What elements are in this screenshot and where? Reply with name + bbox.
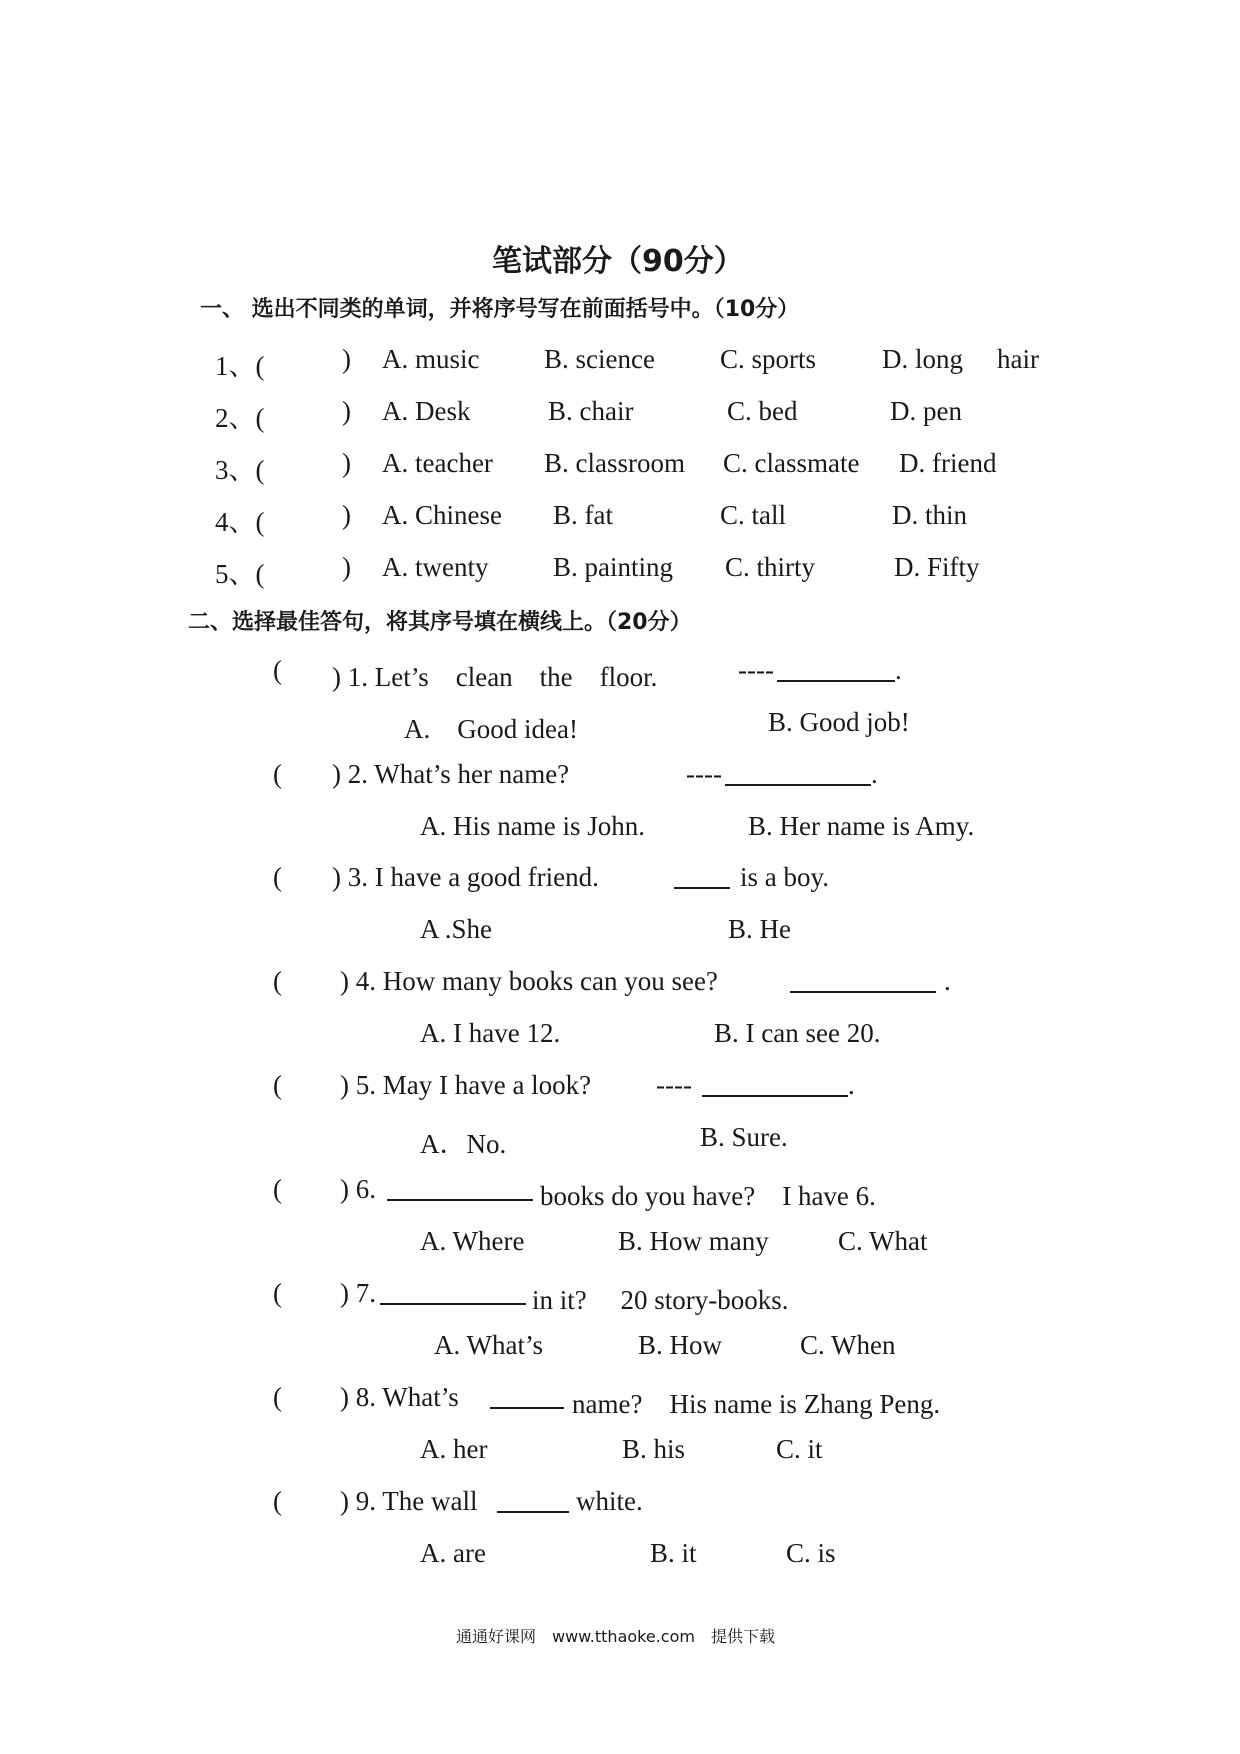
- option-b: B. Sure.: [700, 1122, 788, 1152]
- question-suffix: is a boy.: [740, 862, 829, 892]
- answer-bracket-open: (: [273, 1174, 282, 1204]
- item-bracket-close: ): [342, 500, 351, 530]
- item-number: 2、(: [215, 403, 265, 433]
- option-d: D. thin: [892, 500, 968, 530]
- option-a: A. twenty: [382, 552, 489, 582]
- option-a: A. What’s: [434, 1330, 543, 1360]
- answer-blank[interactable]: [490, 1383, 564, 1409]
- option-c: C. What: [838, 1226, 928, 1256]
- option-c: C. thirty: [725, 552, 816, 582]
- question-suffix: in it? 20 story-books.: [532, 1285, 789, 1315]
- option-c: C. tall: [720, 500, 786, 530]
- item-bracket-close: ): [342, 344, 351, 374]
- option-a: A. Good idea!: [404, 714, 578, 744]
- option-b: B. his: [622, 1434, 686, 1464]
- option-d-continued: hair: [997, 344, 1039, 374]
- option-d: D. pen: [890, 396, 962, 426]
- item-number: 3、(: [215, 455, 265, 485]
- option-c: C. bed: [727, 396, 798, 426]
- question-suffix: name? His name is Zhang Peng.: [572, 1389, 941, 1419]
- question-text: ) 4. How many books can you see?: [340, 966, 718, 996]
- answer-dashes: ----: [686, 759, 722, 789]
- option-a: A. Chinese: [382, 500, 502, 530]
- item-number: 4、(: [215, 507, 265, 537]
- footer-text: 通通好课网 www.tthaoke.com 提供下载: [456, 1627, 775, 1646]
- option-b: B. painting: [553, 552, 673, 582]
- option-d: D. long: [882, 344, 963, 374]
- option-a: A．No.: [420, 1129, 507, 1159]
- option-a: A .She: [420, 914, 493, 944]
- question-text: ) 8. What’s: [340, 1382, 459, 1412]
- question-suffix: white.: [576, 1486, 643, 1516]
- answer-bracket-open: (: [273, 655, 282, 685]
- option-a: A. teacher: [382, 448, 493, 478]
- option-a: A. Where: [420, 1226, 525, 1256]
- option-b: B. science: [544, 344, 655, 374]
- answer-bracket-open: (: [273, 1486, 282, 1516]
- option-a: A. her: [420, 1434, 488, 1464]
- answer-dashes: ----: [738, 655, 774, 685]
- answer-blank[interactable]: [380, 1279, 526, 1305]
- option-c: C. it: [776, 1434, 823, 1464]
- option-b: B. How many: [618, 1226, 769, 1256]
- question-text: ) 5. May I have a look?: [340, 1070, 592, 1100]
- option-c: C. is: [786, 1538, 836, 1568]
- option-b: B. How: [638, 1330, 723, 1360]
- option-c: C. When: [800, 1330, 896, 1360]
- option-c: C. sports: [720, 344, 817, 374]
- question-text: ) 7.: [340, 1278, 376, 1308]
- option-c: C. classmate: [723, 448, 860, 478]
- answer-bracket-open: (: [273, 1278, 282, 1308]
- option-b: B. He: [728, 914, 791, 944]
- answer-blank[interactable]: [387, 1175, 533, 1201]
- item-bracket-close: ): [342, 448, 351, 478]
- item-bracket-close: ): [342, 396, 351, 426]
- question-suffix: .: [944, 966, 951, 996]
- option-d: D. friend: [899, 448, 997, 478]
- option-a: A. I have 12.: [420, 1018, 561, 1048]
- answer-blank[interactable]: [702, 1071, 848, 1097]
- option-b: B. I can see 20.: [714, 1018, 881, 1048]
- option-b: B. fat: [553, 500, 613, 530]
- question-suffix: books do you have? I have 6.: [540, 1181, 876, 1211]
- option-a: A. are: [420, 1538, 486, 1568]
- answer-bracket-open: (: [273, 1070, 282, 1100]
- answer-blank[interactable]: [674, 863, 730, 889]
- question-text: ) 2. What’s her name?: [332, 759, 570, 789]
- question-suffix: .: [871, 759, 878, 789]
- item-number: 5、(: [215, 559, 265, 589]
- section-2-heading: 二、选择最佳答句，将其序号填在横线上。（20分）: [188, 610, 692, 635]
- question-text: ) 9. The wall: [340, 1486, 478, 1516]
- answer-bracket-open: (: [273, 966, 282, 996]
- option-a: A. His name is John.: [420, 811, 645, 841]
- item-bracket-close: ): [342, 552, 351, 582]
- option-b: B. chair: [548, 396, 634, 426]
- answer-blank[interactable]: [725, 760, 871, 786]
- answer-bracket-open: (: [273, 759, 282, 789]
- option-d: D. Fifty: [894, 552, 980, 582]
- page-title: 笔试部分（90分）: [492, 244, 744, 279]
- question-text: ) 6.: [340, 1174, 376, 1204]
- answer-bracket-open: (: [273, 1382, 282, 1412]
- question-text: ) 3. I have a good friend.: [332, 862, 599, 892]
- question-text: ) 1. Let’s clean the floor.: [332, 662, 658, 692]
- answer-bracket-open: (: [273, 862, 282, 892]
- option-b: B. Good job!: [768, 707, 910, 737]
- answer-blank[interactable]: [497, 1487, 569, 1513]
- item-number: 1、(: [215, 351, 265, 381]
- answer-blank[interactable]: [790, 967, 936, 993]
- option-b: B. Her name is Amy.: [748, 811, 975, 841]
- answer-blank[interactable]: [777, 656, 895, 682]
- option-a: A. Desk: [382, 396, 471, 426]
- option-a: A. music: [382, 344, 480, 374]
- option-b: B. classroom: [544, 448, 685, 478]
- answer-dashes: ----: [656, 1070, 692, 1100]
- option-b: B. it: [650, 1538, 697, 1568]
- question-suffix: .: [848, 1070, 855, 1100]
- section-1-heading: 一、 选出不同类的单词，并将序号写在前面括号中。（10分）: [200, 297, 800, 322]
- question-suffix: .: [895, 655, 902, 685]
